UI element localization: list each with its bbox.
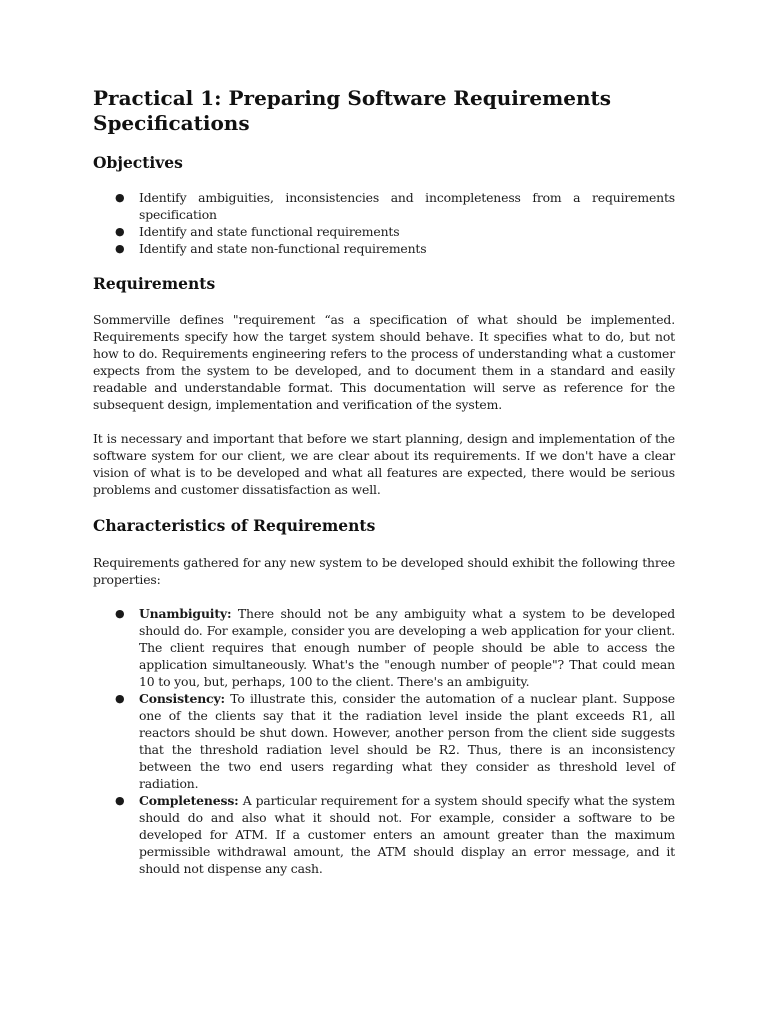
property-term: Unambiguity: [139,606,232,621]
objective-text: Identify and state non-functional requirements [139,241,427,256]
bullet-icon: ● [115,225,125,238]
bullet-icon: ● [115,794,125,807]
requirements-heading: Requirements [93,274,216,293]
characteristics-intro: Requirements gathered for any new system to be developed should exhibit the following three properties: [93,555,675,587]
bullet-icon: ● [115,242,125,255]
requirements-paragraph-2: It is necessary and important that before we start planning, design and implementation of the software system for our client, we are clear about its requirements. If we don't have a clear vision of what is to be developed and what all features are expected, there would be serious problems and customer dissatisfaction as well. [93,431,675,497]
objective-text: Identify ambiguities, inconsistencies and incompleteness from a requirements specification [139,190,675,222]
document-title: Practical 1: Preparing Software Requirements Specifications [93,86,612,135]
list-item [93,240,675,257]
characteristics-heading: Characteristics of Requirements [93,516,376,535]
objective-text: Identify and state functional requirements [139,224,400,239]
objectives-heading: Objectives [93,153,183,172]
property-text: To illustrate this, consider the automation of a nuclear plant. Suppose one of the clients say that it the radiation level inside the plant exceeds R1, all reactors should be shut down. However, another person from the client side suggests that the threshold radiation level should be R2. Thus, there is an inconsistency between the two end users regarding what they consider as threshold level of radiation. [139,691,675,791]
objectives-list [93,189,675,257]
requirements-paragraph-1: Sommerville defines "requirement “as a specification of what should be implemented. Requirements specify how the target system should behave. It specifies what to do, but not how to do. Requirements engineering refers to the process of understanding what a customer expects from the system to be developed, and to document them in a standard and easily readable and understandable format. This documentation will serve as reference for the subsequent design, implementation and verification of the system. [93,312,675,412]
bullet-icon: ● [115,191,125,204]
characteristics-list [93,605,675,877]
list-item [93,690,675,792]
property-term: Completeness: [139,793,239,808]
list-item [93,792,675,877]
list-item [93,605,675,690]
list-item [93,223,675,240]
property-term: Consistency: [139,691,225,706]
document-page [93,86,675,877]
property-text: A particular requirement for a system should specify what the system should do and also what it should not. For example, consider a software to be developed for ATM. If a customer enters an amount greater than the maximum permissible withdrawal amount, the ATM should display an error message, and it should not dispense any cash. [139,793,675,876]
property-text: There should not be any ambiguity what a system to be developed should do. For example, consider you are developing a web application for your client. The client requires that enough number of people should be able to access the application simultaneously. What's the "enough number of people"? That could mean 10 to you, but, perhaps, 100 to the client. There's an ambiguity. [139,606,675,689]
bullet-icon: ● [115,692,125,705]
list-item [93,189,675,223]
bullet-icon: ● [115,607,125,620]
